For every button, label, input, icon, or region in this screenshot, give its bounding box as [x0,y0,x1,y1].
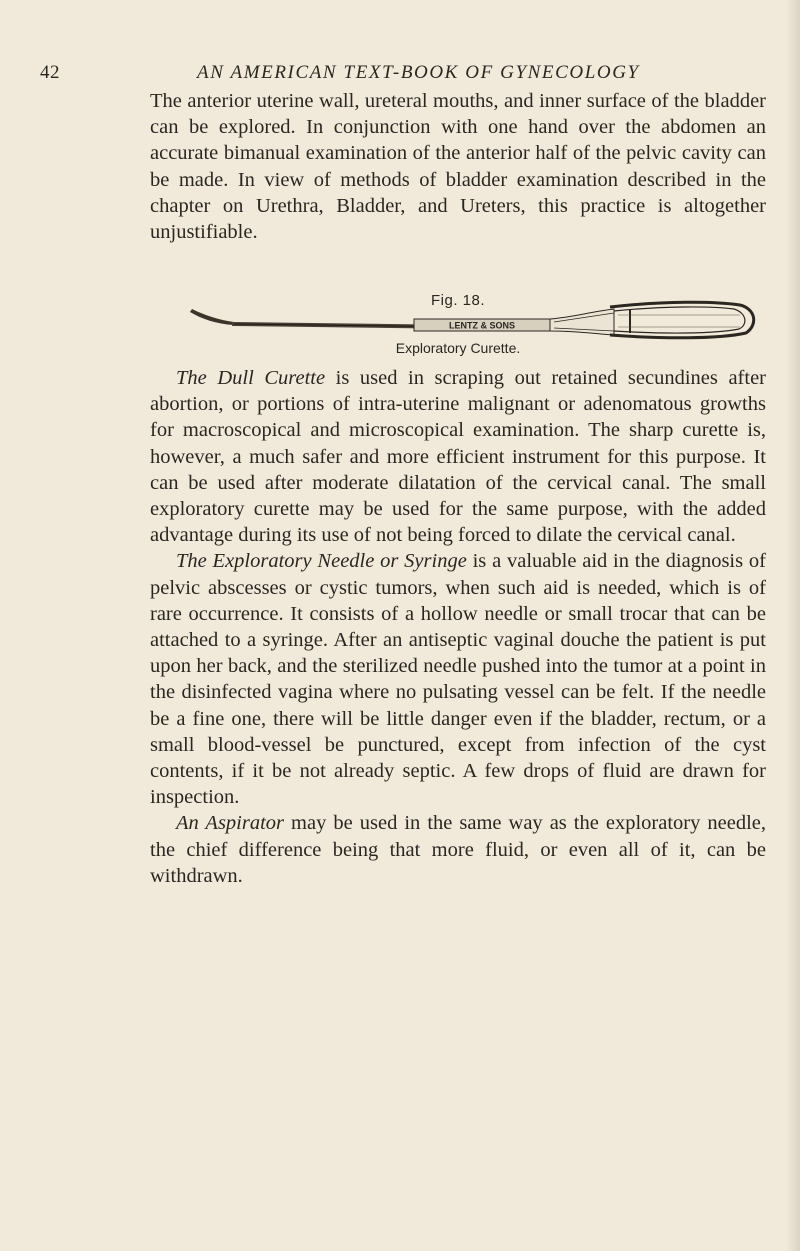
curette-illustration [144,295,770,341]
intro-text-block [150,88,766,245]
paragraph-heading: The Dull Curette [176,367,326,389]
running-head [40,58,760,88]
curette-tip [190,309,234,325]
running-title: AN AMERICAN TEXT-BOOK OF GYNECOLOGY [197,62,640,83]
figure-label: Fig. 18. [430,292,486,309]
figure-caption: Exploratory Curette. [395,340,521,356]
paragraph-aspirator [150,810,766,889]
intro-paragraph: The anterior uterine wall, ureteral mouths, and inner surface of the bladder can be explored. In conjunction with one hand over the abdomen an accurate bimanual examination of the anterior half of the pelvic cavity can be made. In view of methods of bladder examination described in the chapter on Urethra, Bladder, and Ureters, this practice is altogether unjustifiable. [150,90,766,244]
figure-18 [150,292,766,360]
page-number: 42 [40,62,60,83]
curette-neck [550,309,614,335]
paragraph-heading: An Aspirator [176,812,285,835]
body-text-block [150,365,766,889]
paragraph-text: is a valuable aid in the diagnosis of pelvic abscesses or cystic tumors, when such aid is needed, which is of rare occurrence. It consists of a hollow needle or small trocar that can be attached to a syringe. After an antiseptic vaginal douche the patient is put upon her back, and the sterilized needle pushed into the tumor at a point in the disinfected vagina where no pulsating vessel can be felt. If the needle be a fine one, there will be little danger even if the bladder, rectum, or a small blood-vessel be punctured, except from infection of the cyst contents, if it be not already septic. A few drops of fluid are drawn for inspection. [150,550,766,809]
paragraph-heading: The Exploratory Needle or Syringe [176,550,467,573]
paragraph-text: may be used in the same way as the exploratory needle, the chief difference being that more fluid, or even all of it, can be withdrawn. [150,812,767,887]
paragraph-dull-curette [150,365,766,548]
paragraph-text: is used in scraping out retained secundines after abortion, or portions of intra-uterine malignant or adenomatous growths for macroscopical and microscopical examination. The sharp curette is, however, a much safer and more efficient instrument for this purpose. It can be used after moderate dilatation of the cervical canal. The small exploratory curette may be used for the same purpose, with the added advantage during its use of not being forced to dilate the cervical canal. [150,367,766,547]
page-edge-shadow [786,0,800,1251]
paragraph-exploratory-needle [150,548,766,810]
maker-stamp: LENTZ & SONS [448,320,516,331]
